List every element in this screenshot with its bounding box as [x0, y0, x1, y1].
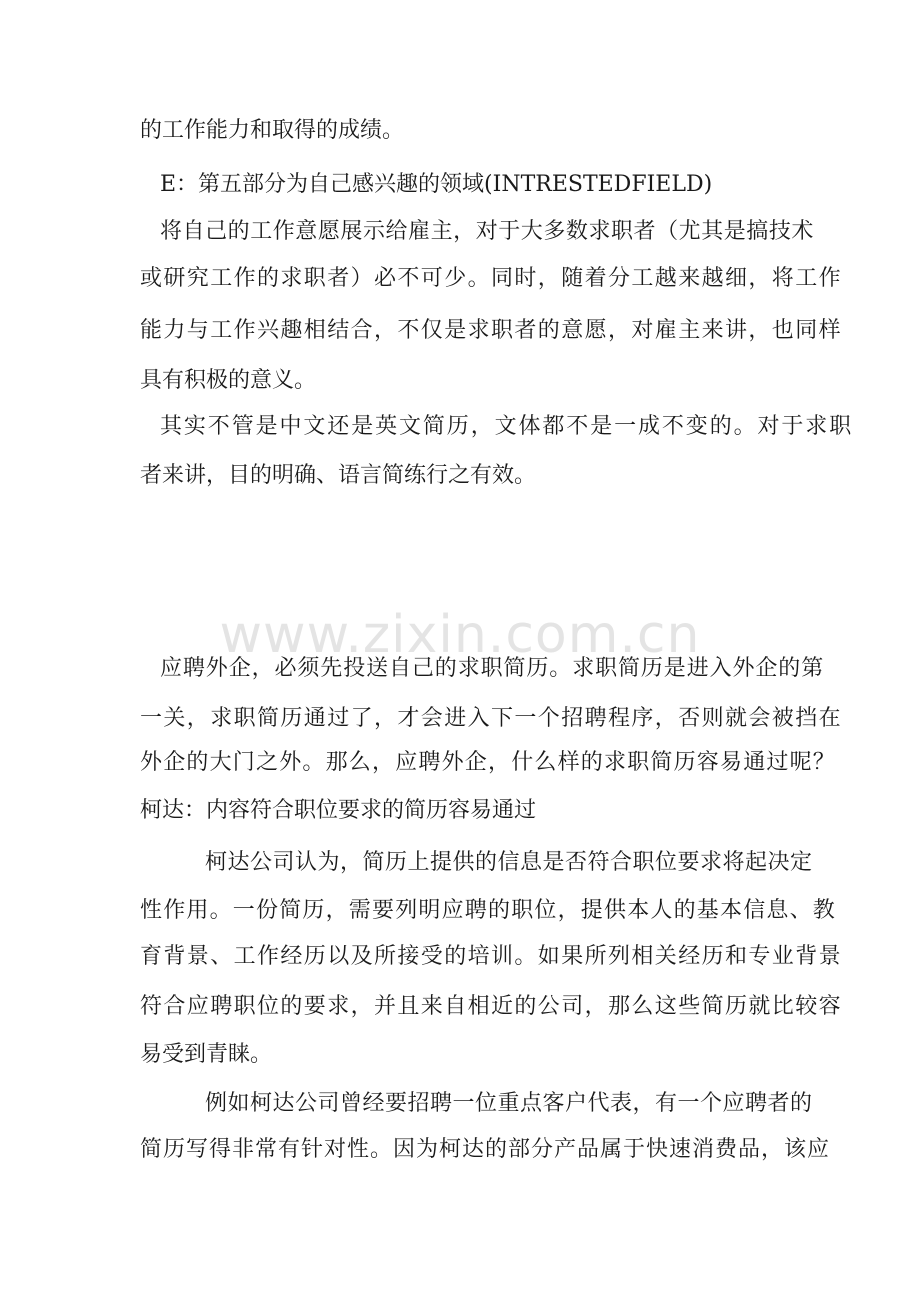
paragraph-line: 易受到青睐。 — [140, 1042, 273, 1067]
paragraph-line: 者来讲，目的明确、语言简练行之有效。 — [140, 463, 537, 488]
paragraph-line: 一关，求职简历通过了，才会进入下一个招聘程序，否则就会被挡在 — [140, 706, 843, 731]
paragraph-line: 能力与工作兴趣相结合，不仅是求职者的意愿，对雇主来讲，也同样 — [140, 318, 843, 343]
paragraph-line: 外企的大门之外。那么，应聘外企，什么样的求职简历容易通过呢？ — [140, 750, 837, 775]
section-heading-e: E：第五部分为自己感兴趣的领域(INTRESTEDFIELD) — [160, 172, 713, 197]
paragraph-line: 符合应聘职位的要求，并且来自相近的公司，那么这些简历就比较容 — [140, 994, 843, 1019]
paragraph-line: 育背景、工作经历以及所接受的培训。如果所列相关经历和专业背景 — [140, 944, 843, 969]
paragraph-line: 例如柯达公司曾经要招聘一位重点客户代表，有一个应聘者的 — [205, 1091, 813, 1116]
paragraph-line: 性作用。一份简历，需要列明应聘的职位，提供本人的基本信息、教 — [140, 898, 837, 923]
paragraph-line: 应聘外企，必须先投送自己的求职简历。求职简历是进入外企的第 — [160, 656, 825, 681]
paragraph-line: 简历写得非常有针对性。因为柯达的部分产品属于快速消费品，该应 — [140, 1137, 831, 1162]
paragraph-line: 的工作能力和取得的成绩。 — [140, 118, 405, 143]
watermark: www.zixin.com.cn — [219, 605, 701, 665]
paragraph-line: 将自己的工作意愿展示给雇主，对于大多数求职者（尤其是搞技术 — [160, 219, 814, 244]
paragraph-line: 或研究工作的求职者）必不可少。同时，随着分工越来越细，将工作 — [140, 266, 843, 291]
paragraph-line: 柯达公司认为，简历上提供的信息是否符合职位要求将起决定 — [205, 850, 813, 875]
subheading: 柯达：内容符合职位要求的简历容易通过 — [140, 798, 537, 823]
paragraph-line: 具有积极的意义。 — [140, 368, 317, 393]
paragraph-line: 其实不管是中文还是英文简历，文体都不是一成不变的。对于求职 — [160, 414, 854, 439]
